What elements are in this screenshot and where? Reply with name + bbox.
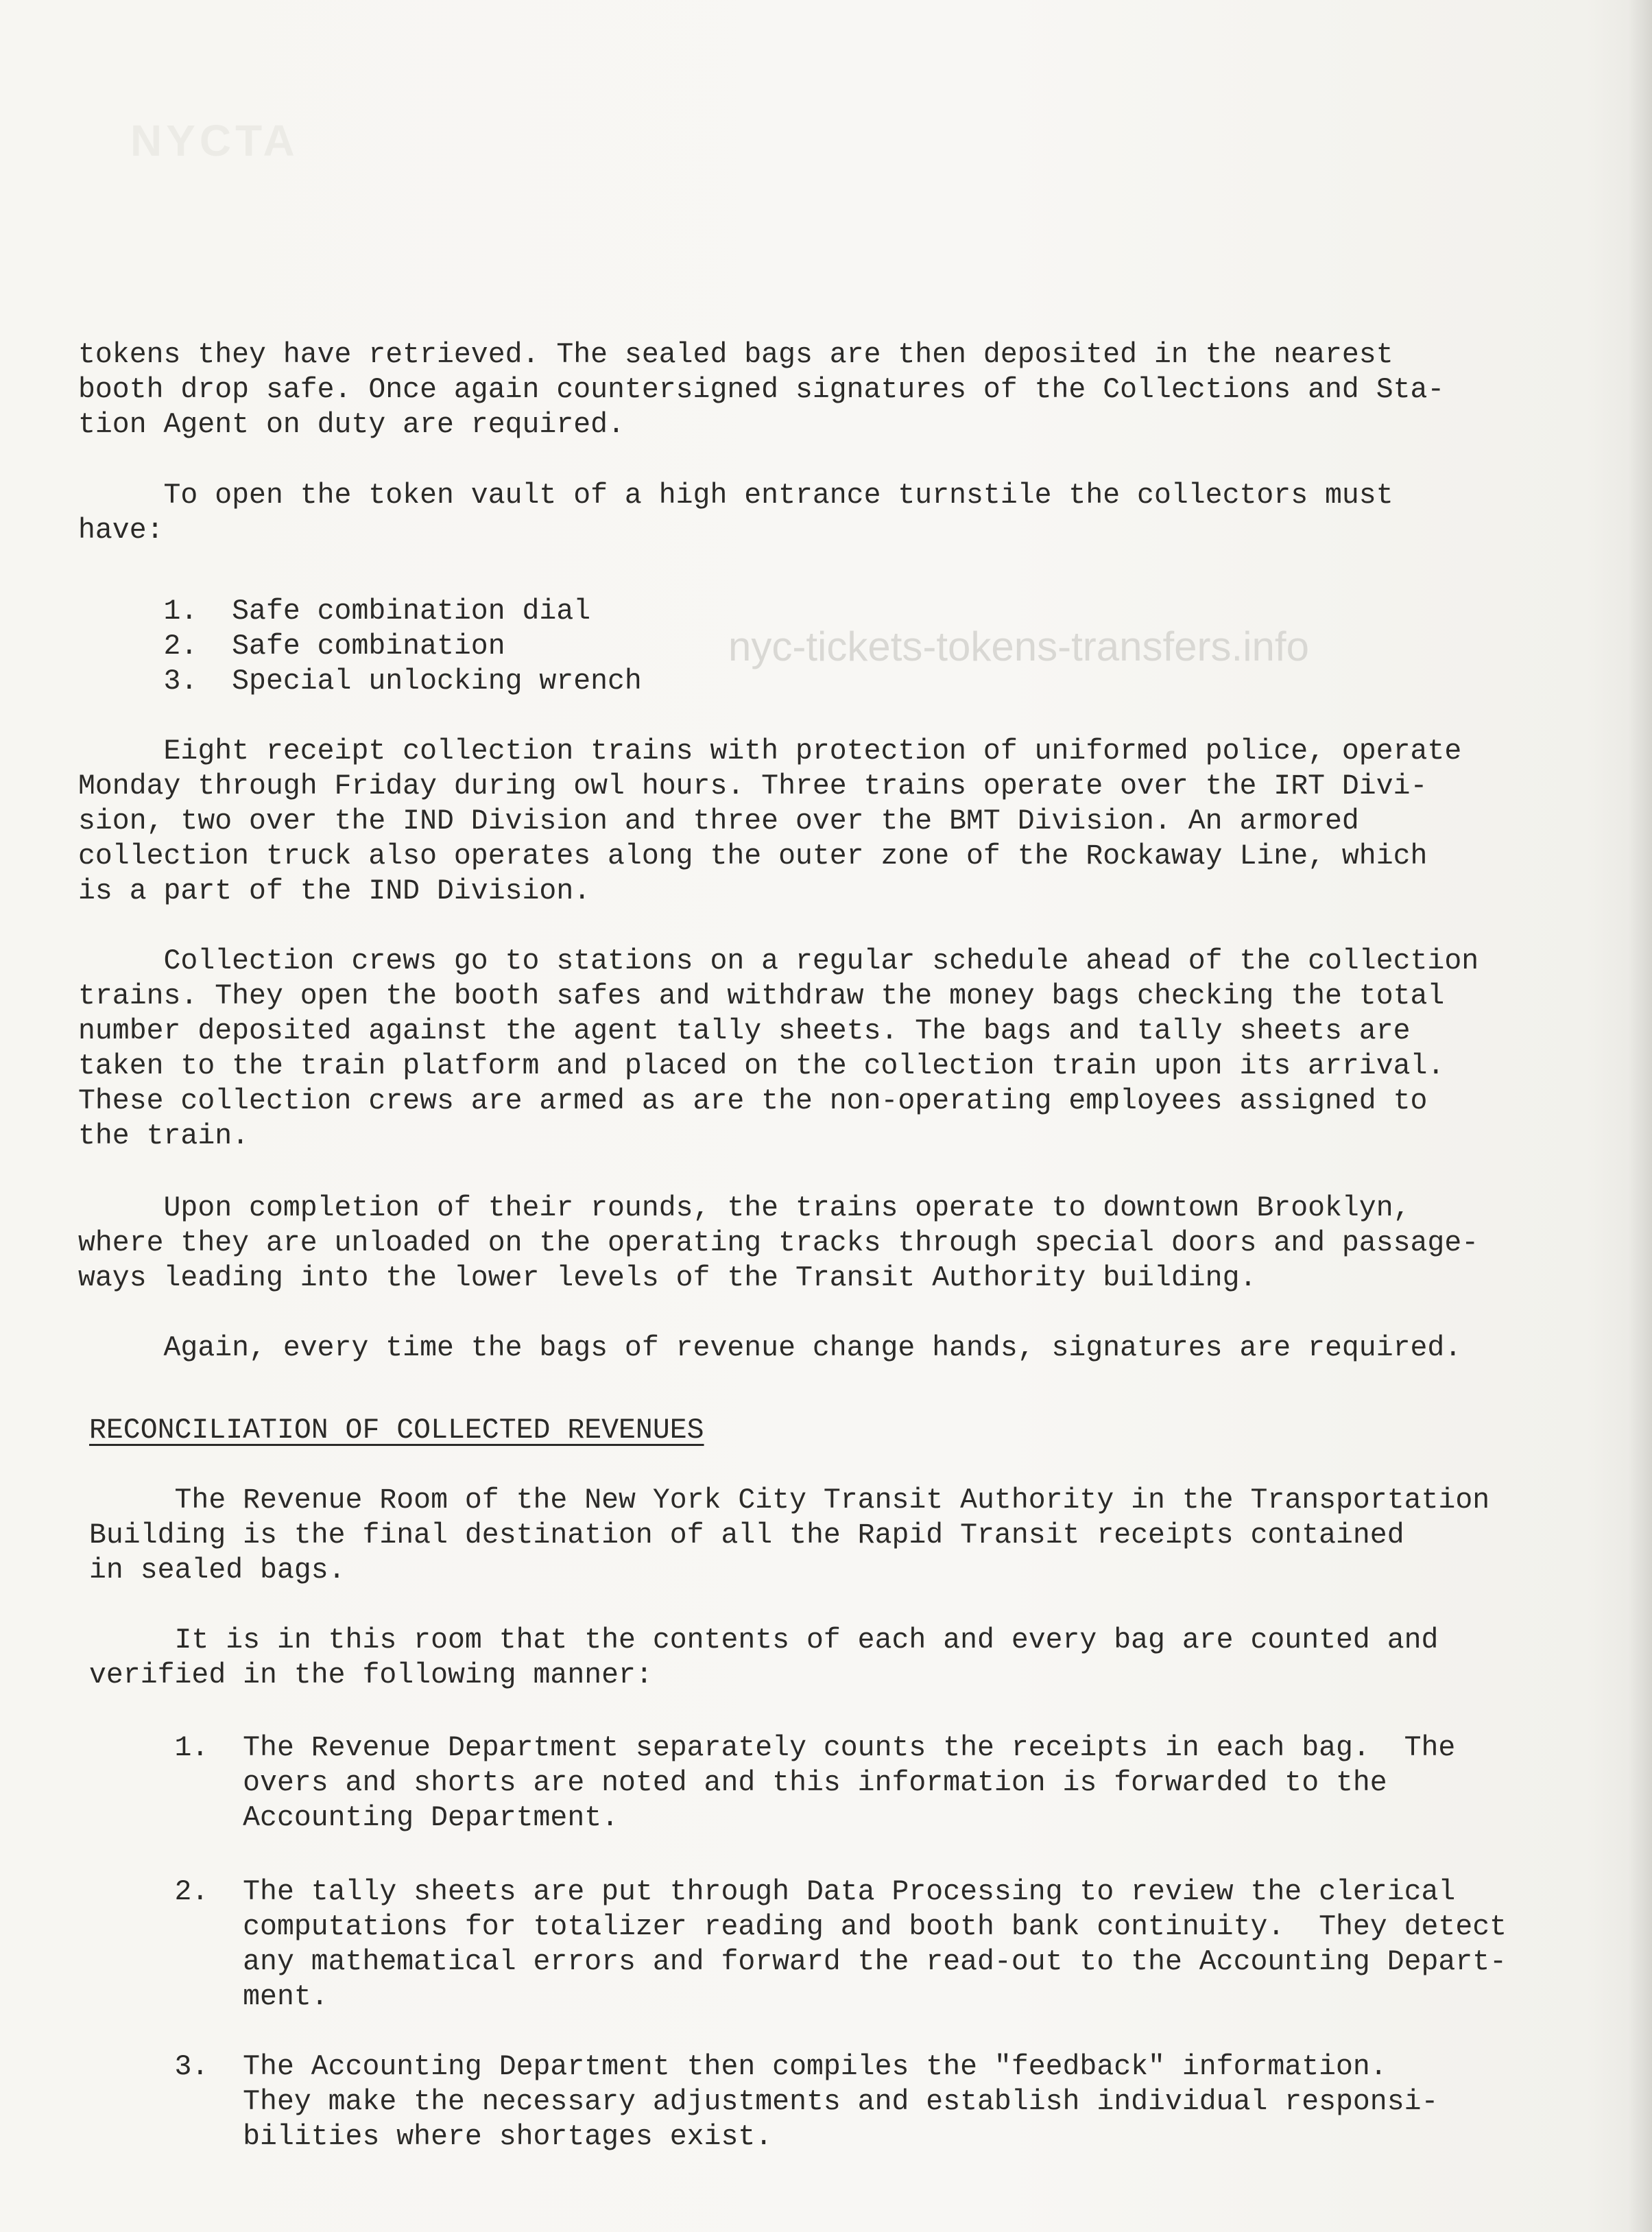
text-line: Upon completion of their rounds, the trains operate to downtown Brooklyn, [78,1192,1411,1224]
text-line: These collection crews are armed as are the non-operating employees assigned to [78,1085,1428,1117]
text-line: 1. The Revenue Department separately counts the receipts in each bag. The [89,1732,1456,1764]
text-line: They make the necessary adjustments and establish individual responsi- [89,2086,1439,2118]
text-line: have: [78,514,164,547]
paragraph-signatures [78,1331,1461,1366]
paragraph-counting-manner [89,1623,1438,1693]
paragraph-collection-trains [78,734,1461,909]
list-vault-requirements [78,594,642,699]
paragraph-continuation [78,337,1444,442]
text-line: the train. [78,1120,250,1152]
text-line: ways leading into the lower levels of the Transit Authority building. [78,1262,1257,1294]
text-line: where they are unloaded on the operating tracks through special doors and passage- [78,1227,1479,1259]
page-edge-shadow [1629,0,1652,2232]
text-line: Collection crews go to stations on a regular schedule ahead of the collection [78,945,1479,977]
section-heading: RECONCILIATION OF COLLECTED REVENUES [89,1414,704,1447]
text-line: number deposited against the agent tally sheets. The bags and tally sheets are [78,1015,1411,1047]
text-line: 3. The Accounting Department then compiles the "feedback" information. [89,2051,1387,2083]
text-line: taken to the train platform and placed on the collection train upon its arrival. [78,1050,1445,1082]
text-line: The Revenue Room of the New York City Transit Authority in the Transportation [89,1484,1490,1517]
text-line: Eight receipt collection trains with protection of uniformed police, operate [78,735,1462,768]
text-line: any mathematical errors and forward the read-out to the Accounting Depart- [89,1946,1507,1978]
text-line: ment. [89,1981,328,2013]
text-line: bilities where shortages exist. [89,2121,773,2153]
text-line: sion, two over the IND Division and three over the BMT Division. An armored [78,805,1359,838]
list-item: 1. Safe combination dial [78,595,591,628]
list-item: 3. Special unlocking wrench [78,665,642,698]
text-line: booth drop safe. Once again countersigned signatures of the Collections and Sta- [78,374,1445,406]
text-line: computations for totalizer reading and booth bank continuity. They detect [89,1911,1507,1943]
text-line: collection truck also operates along the outer zone of the Rockaway Line, which [78,840,1428,872]
faint-show-through-header: NYCTA [130,116,299,165]
text-line: Again, every time the bags of revenue change hands, signatures are required. [78,1332,1462,1364]
paragraph-completion-rounds [78,1191,1479,1296]
text-line: trains. They open the booth safes and withdraw the money bags checking the total [78,980,1445,1012]
list-item-tally-sheets [89,1875,1507,2015]
text-line: Building is the final destination of all the Rapid Transit receipts contained [89,1519,1404,1552]
text-line: in sealed bags. [89,1554,346,1587]
text-line: tokens they have retrieved. The sealed bags are then deposited in the nearest [78,339,1393,371]
list-item-revenue-department [89,1731,1455,1836]
text-line: Accounting Department. [89,1802,619,1834]
text-line: Monday through Friday during owl hours. Three trains operate over the IRT Divi- [78,770,1428,803]
list-item-accounting-department [89,2050,1438,2154]
list-item: 2. Safe combination [78,630,505,663]
text-line: To open the token vault of a high entrance turnstile the collectors must [78,479,1393,512]
text-line: 2. The tally sheets are put through Data Processing to review the clerical [89,1876,1456,1908]
text-line: verified in the following manner: [89,1659,653,1691]
text-line: It is in this room that the contents of each and every bag are counted and [89,1624,1439,1657]
watermark-text: nyc-tickets-tokens-transfers.info [728,624,1309,669]
paragraph-token-vault [78,478,1393,548]
text-line: overs and shorts are noted and this information is forwarded to the [89,1767,1387,1799]
text-line: is a part of the IND Division. [78,875,591,907]
text-line: tion Agent on duty are required. [78,409,625,441]
paragraph-revenue-room [89,1483,1489,1588]
paragraph-collection-crews [78,944,1479,1154]
